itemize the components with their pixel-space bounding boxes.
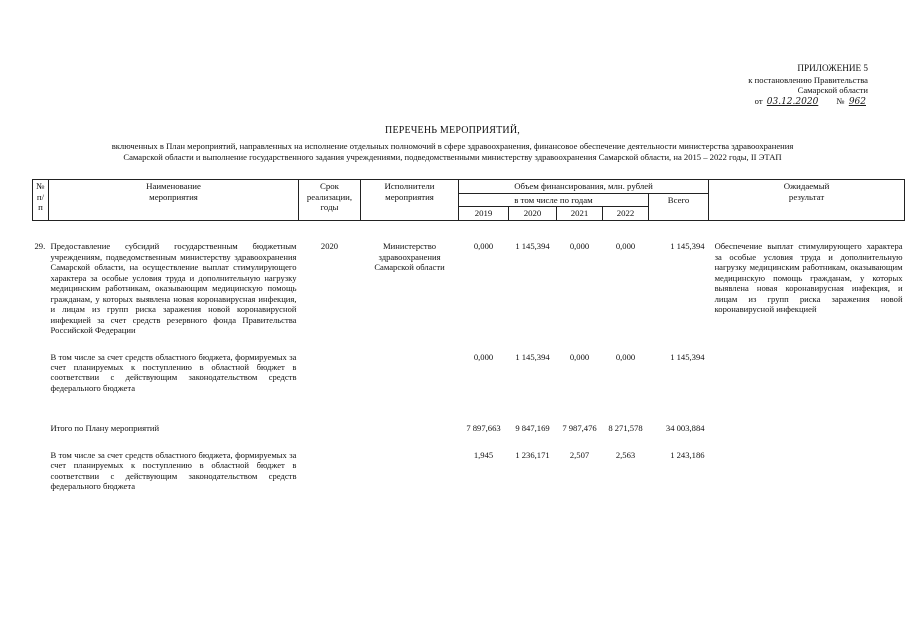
table-body (33, 221, 905, 492)
header-executors-line2: мероприятия (385, 191, 434, 202)
header-term-line3: годы (320, 202, 339, 213)
header-name-line1: Наименование (146, 181, 201, 191)
row-2020: 9 847,169 (515, 423, 550, 434)
table-row (33, 434, 905, 492)
header-num: № п/п (33, 180, 49, 221)
row-2022: 0,000 (615, 241, 636, 252)
row-total: 1 145,394 (670, 241, 705, 252)
header-year-2021: 2021 (557, 207, 603, 221)
table-row (33, 221, 905, 336)
header-year-2019: 2019 (459, 207, 509, 221)
header-result-line1: Ожидаемый (783, 181, 830, 191)
row-name: В том числе за счет средств областного бюджета, формируемых за счет планируемых к поступлению в областной бюджет в соответствии с действующим законодательством средств федерального бюджета (50, 449, 297, 492)
document-heading (0, 125, 905, 162)
attachment-line2: Самарской области (797, 85, 868, 96)
row-2021: 0,000 (569, 241, 590, 252)
handwritten-number: 962 (848, 96, 866, 107)
header-name-line2: мероприятия (149, 191, 198, 202)
header-total: Всего (649, 193, 709, 220)
row-total: 1 145,394 (670, 351, 705, 362)
row-2019: 7 897,663 (466, 423, 501, 434)
date-prefix: от (754, 95, 763, 106)
row-2019: 1,945 (473, 449, 494, 460)
row-result: Обеспечение выплат стимулирующего характера за особые условия труда и дополнительную нагрузку медицинским работникам, оказывающим медицинскую помощь гражданам, у которых выявлена новая коронавирусная инфекция, и лицам из групп риска заражения новой коронавирусной инфекцией (714, 241, 903, 315)
table-row (33, 336, 905, 394)
row-2020: 1 145,394 (515, 351, 550, 362)
document-subtitle-line1: включенных в План мероприятий, направленных на исполнение отдельных полномочий в сфере здравоохранения, финансовое обеспечение деятельности министерства здравоохранения (111, 141, 794, 152)
table-row (33, 393, 905, 433)
header-executors-line1: Исполнители (384, 181, 435, 191)
row-total: 1 243,186 (670, 449, 705, 460)
attachment-line1: к постановлению Правительства (748, 74, 868, 85)
header-funding: Объем финансирования, млн. рублей (459, 180, 709, 194)
number-prefix: № (836, 95, 845, 106)
row-name: Предоставление субсидий государственным бюджетным учреждениям, подведомственным министерству здравоохранения Самарской области, на осуществление выплат стимулирующего характера за особые условия труда и дополнительную нагрузку медицинским работникам, оказывающим медицинскую помощь гражданам, у которых выявлена новая коронавирусная инфекция, и лицам из групп риска заражения новой коронавирусной инфекцией за счет средств резервного фонда Правительства Российской Федерации (50, 241, 297, 336)
header-term-line1: Срок (320, 181, 339, 191)
row-2020: 1 236,171 (515, 449, 550, 460)
row-total: 34 003,884 (665, 423, 705, 434)
header-year-2022: 2022 (603, 207, 649, 221)
activities-table (32, 179, 905, 492)
header-term (299, 180, 361, 221)
row-executor: Министерство здравоохранения Самарской области (374, 241, 445, 273)
row-2019: 0,000 (473, 241, 494, 252)
header-year-2020: 2020 (509, 207, 557, 221)
row-term: 2020 (320, 241, 339, 252)
row-2021: 2,507 (569, 449, 590, 460)
row-name: Итого по Плану мероприятий (50, 423, 160, 434)
attachment-block (748, 63, 868, 108)
header-name (49, 180, 299, 221)
attachment-title: ПРИЛОЖЕНИЕ 5 (797, 63, 868, 73)
table-header (33, 180, 905, 221)
document-subtitle-line2: Самарской области и выполнение государственного задания учреждениями, подведомственными министерству здравоохранения Самарской области, на 2015 – 2022 годы, II ЭТАП (123, 151, 782, 162)
header-term-line2: реализации, (306, 191, 353, 202)
row-2020: 1 145,394 (515, 241, 550, 252)
row-2019: 0,000 (473, 351, 494, 362)
row-2021: 0,000 (569, 351, 590, 362)
document-title: ПЕРЕЧЕНЬ МЕРОПРИЯТИЙ, (385, 125, 520, 136)
header-result-line2: результат (788, 191, 825, 202)
attachment-date-line (748, 96, 868, 108)
row-2021: 7 987,476 (562, 423, 597, 434)
row-name: В том числе за счет средств областного бюджета, формируемых за счет планируемых к поступлению в областной бюджет в соответствии с действующим законодательством средств федерального бюджета (50, 351, 297, 393)
header-executors (361, 180, 459, 221)
handwritten-date: 03.12.2020 (766, 96, 819, 107)
header-result (709, 180, 905, 221)
row-2022: 0,000 (615, 351, 636, 362)
header-by-years: в том числе по годам (459, 193, 649, 207)
row-2022: 8 271,578 (608, 423, 643, 434)
row-2022: 2,563 (615, 449, 636, 460)
row-num: 29. (34, 241, 46, 252)
